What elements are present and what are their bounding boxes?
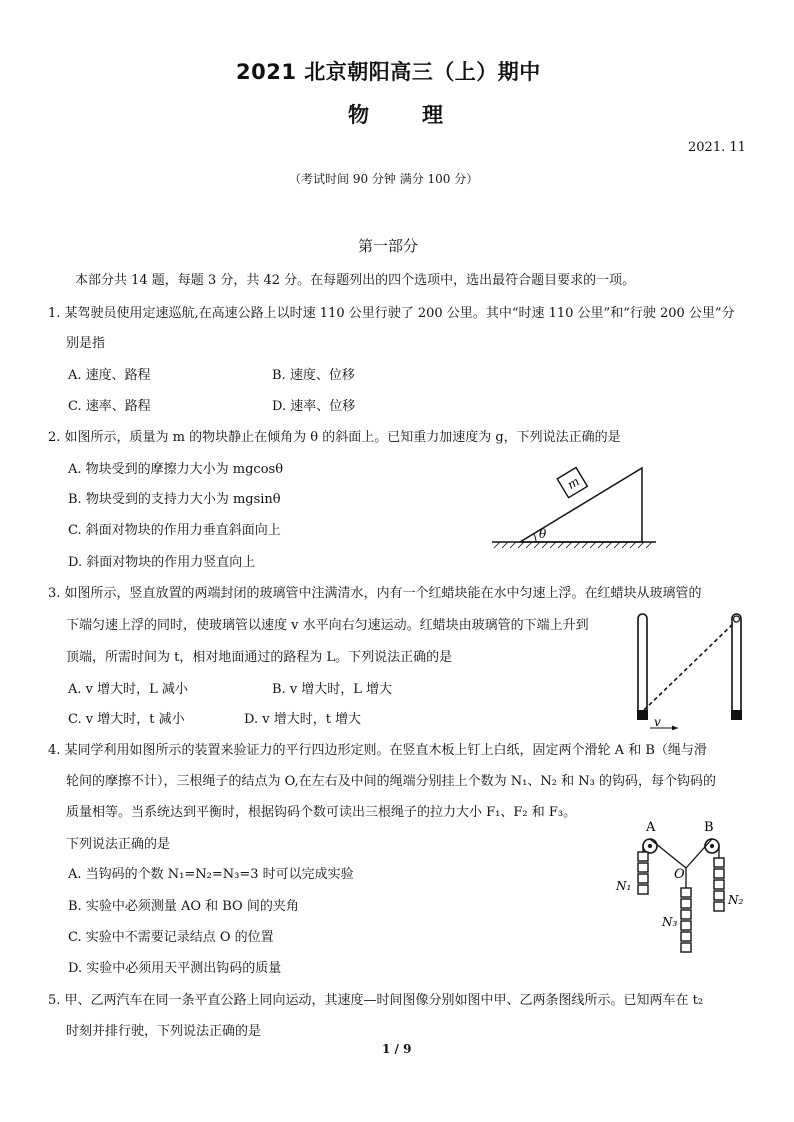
section-heading: 第一部分: [358, 237, 419, 255]
block-mass-label: m: [564, 474, 582, 493]
exam-info: （考试时间 90 分钟 满分 100 分）: [289, 172, 479, 186]
subject-char-2: 理: [422, 103, 443, 127]
q4-option-a: A. 当钩码的个数 N₁=N₂=N₃=3 时可以完成实验: [68, 867, 354, 882]
q5-stem-line2: 时刻并排行驶，下列说法正确的是: [66, 1024, 262, 1039]
q4-stem-line3: 质量相等。当系统达到平衡时，根据钩码个数可读出三根绳子的拉力大小 F₁、F₂ 和 F₃。: [66, 805, 577, 820]
q3-option-b: B. v 增大时，L 增大: [272, 682, 393, 697]
angle-label: θ: [539, 527, 547, 541]
q4-stem-line4: 下列说法正确的是: [66, 837, 171, 852]
page-number: 1 / 9: [382, 1042, 412, 1056]
q2-option-a: A. 物块受到的摩擦力大小为 mgcosθ: [68, 462, 284, 477]
q1-option-a: A. 速度、路程: [68, 368, 151, 383]
q3-option-c: C. v 增大时，t 减小: [68, 712, 185, 727]
incline-diagram: [490, 462, 660, 552]
q4-option-d: D. 实验中必须用天平测出钩码的质量: [68, 961, 282, 976]
q1-option-c: C. 速率、路程: [68, 399, 151, 414]
pulley-b-label: B: [704, 820, 714, 835]
q3-stem-line2: 下端匀速上浮的同时，使玻璃管以速度 v 水平向右匀速运动。红蜡块由玻璃管的下端上升到: [66, 618, 589, 633]
q3-stem-line3: 顶端，所需时间为 t，相对地面通过的路程为 L。下列说法正确的是: [66, 650, 453, 665]
q2-stem: 2. 如图所示，质量为 m 的物块静止在倾角为 θ 的斜面上。已知重力加速度为 g，下列说法正确的是: [48, 430, 621, 445]
q4-option-b: B. 实验中必须测量 AO 和 BO 间的夹角: [68, 899, 299, 914]
q2-option-c: C. 斜面对物块的作用力垂直斜面向上: [68, 523, 281, 538]
exam-date: 2021. 11: [688, 140, 746, 155]
q2-option-b: B. 物块受到的支持力大小为 mgsinθ: [68, 492, 281, 507]
page-title: 2021 北京朝阳高三（上）期中: [236, 60, 541, 84]
section-instructions: 本部分共 14 题，每题 3 分，共 42 分。在每题列出的四个选项中，选出最符合题目要求的一项。: [75, 273, 636, 288]
q2-option-d: D. 斜面对物块的作用力竖直向上: [68, 555, 256, 570]
q4-option-c: C. 实验中不需要记录结点 O 的位置: [68, 930, 274, 945]
q1-stem-line1: 1. 某驾驶员使用定速巡航,在高速公路上以时速 110 公里行驶了 200 公里。其中“时速 110 公里”和“行驶 200 公里”分: [48, 306, 735, 321]
n1-label: N₁: [616, 879, 632, 893]
q4-stem-line2: 轮间的摩擦不计），三根绳子的结点为 O,在左右及中间的绳端分别挂上个数为 N₁、N₂ 和 N₃ 的钩码，每个钩码的: [66, 774, 716, 789]
q4-stem-line1: 4. 某同学利用如图所示的装置来验证力的平行四边形定则。在竖直木板上钉上白纸，固定两个滑轮 A 和 B（绳与滑: [48, 743, 707, 758]
pulley-a-label: A: [646, 820, 656, 835]
q3-option-d: D. v 增大时，t 增大: [244, 712, 362, 727]
n2-label: N₂: [728, 893, 744, 907]
glass-tube-diagram: [628, 610, 748, 730]
q3-stem-line1: 3. 如图所示，竖直放置的两端封闭的玻璃管中注满清水，内有一个红蜡块能在水中匀速上浮。在红蜡块从玻璃管的: [48, 586, 702, 601]
knot-o-label: O: [674, 867, 685, 882]
q1-option-b: B. 速度、位移: [272, 368, 355, 383]
q3-option-a: A. v 增大时，L 减小: [68, 682, 188, 697]
pulley-diagram: [612, 818, 752, 958]
q1-option-d: D. 速率、位移: [272, 399, 356, 414]
velocity-label: v: [654, 715, 661, 729]
n3-label: N₃: [662, 915, 678, 929]
q5-stem-line1: 5. 甲、乙两汽车在同一条平直公路上同向运动，其速度—时间图像分别如图中甲、乙两条图线所示。已知两车在 t₂: [48, 993, 704, 1008]
subject-char-1: 物: [348, 103, 369, 127]
q1-stem-line2: 别是指: [66, 336, 106, 351]
